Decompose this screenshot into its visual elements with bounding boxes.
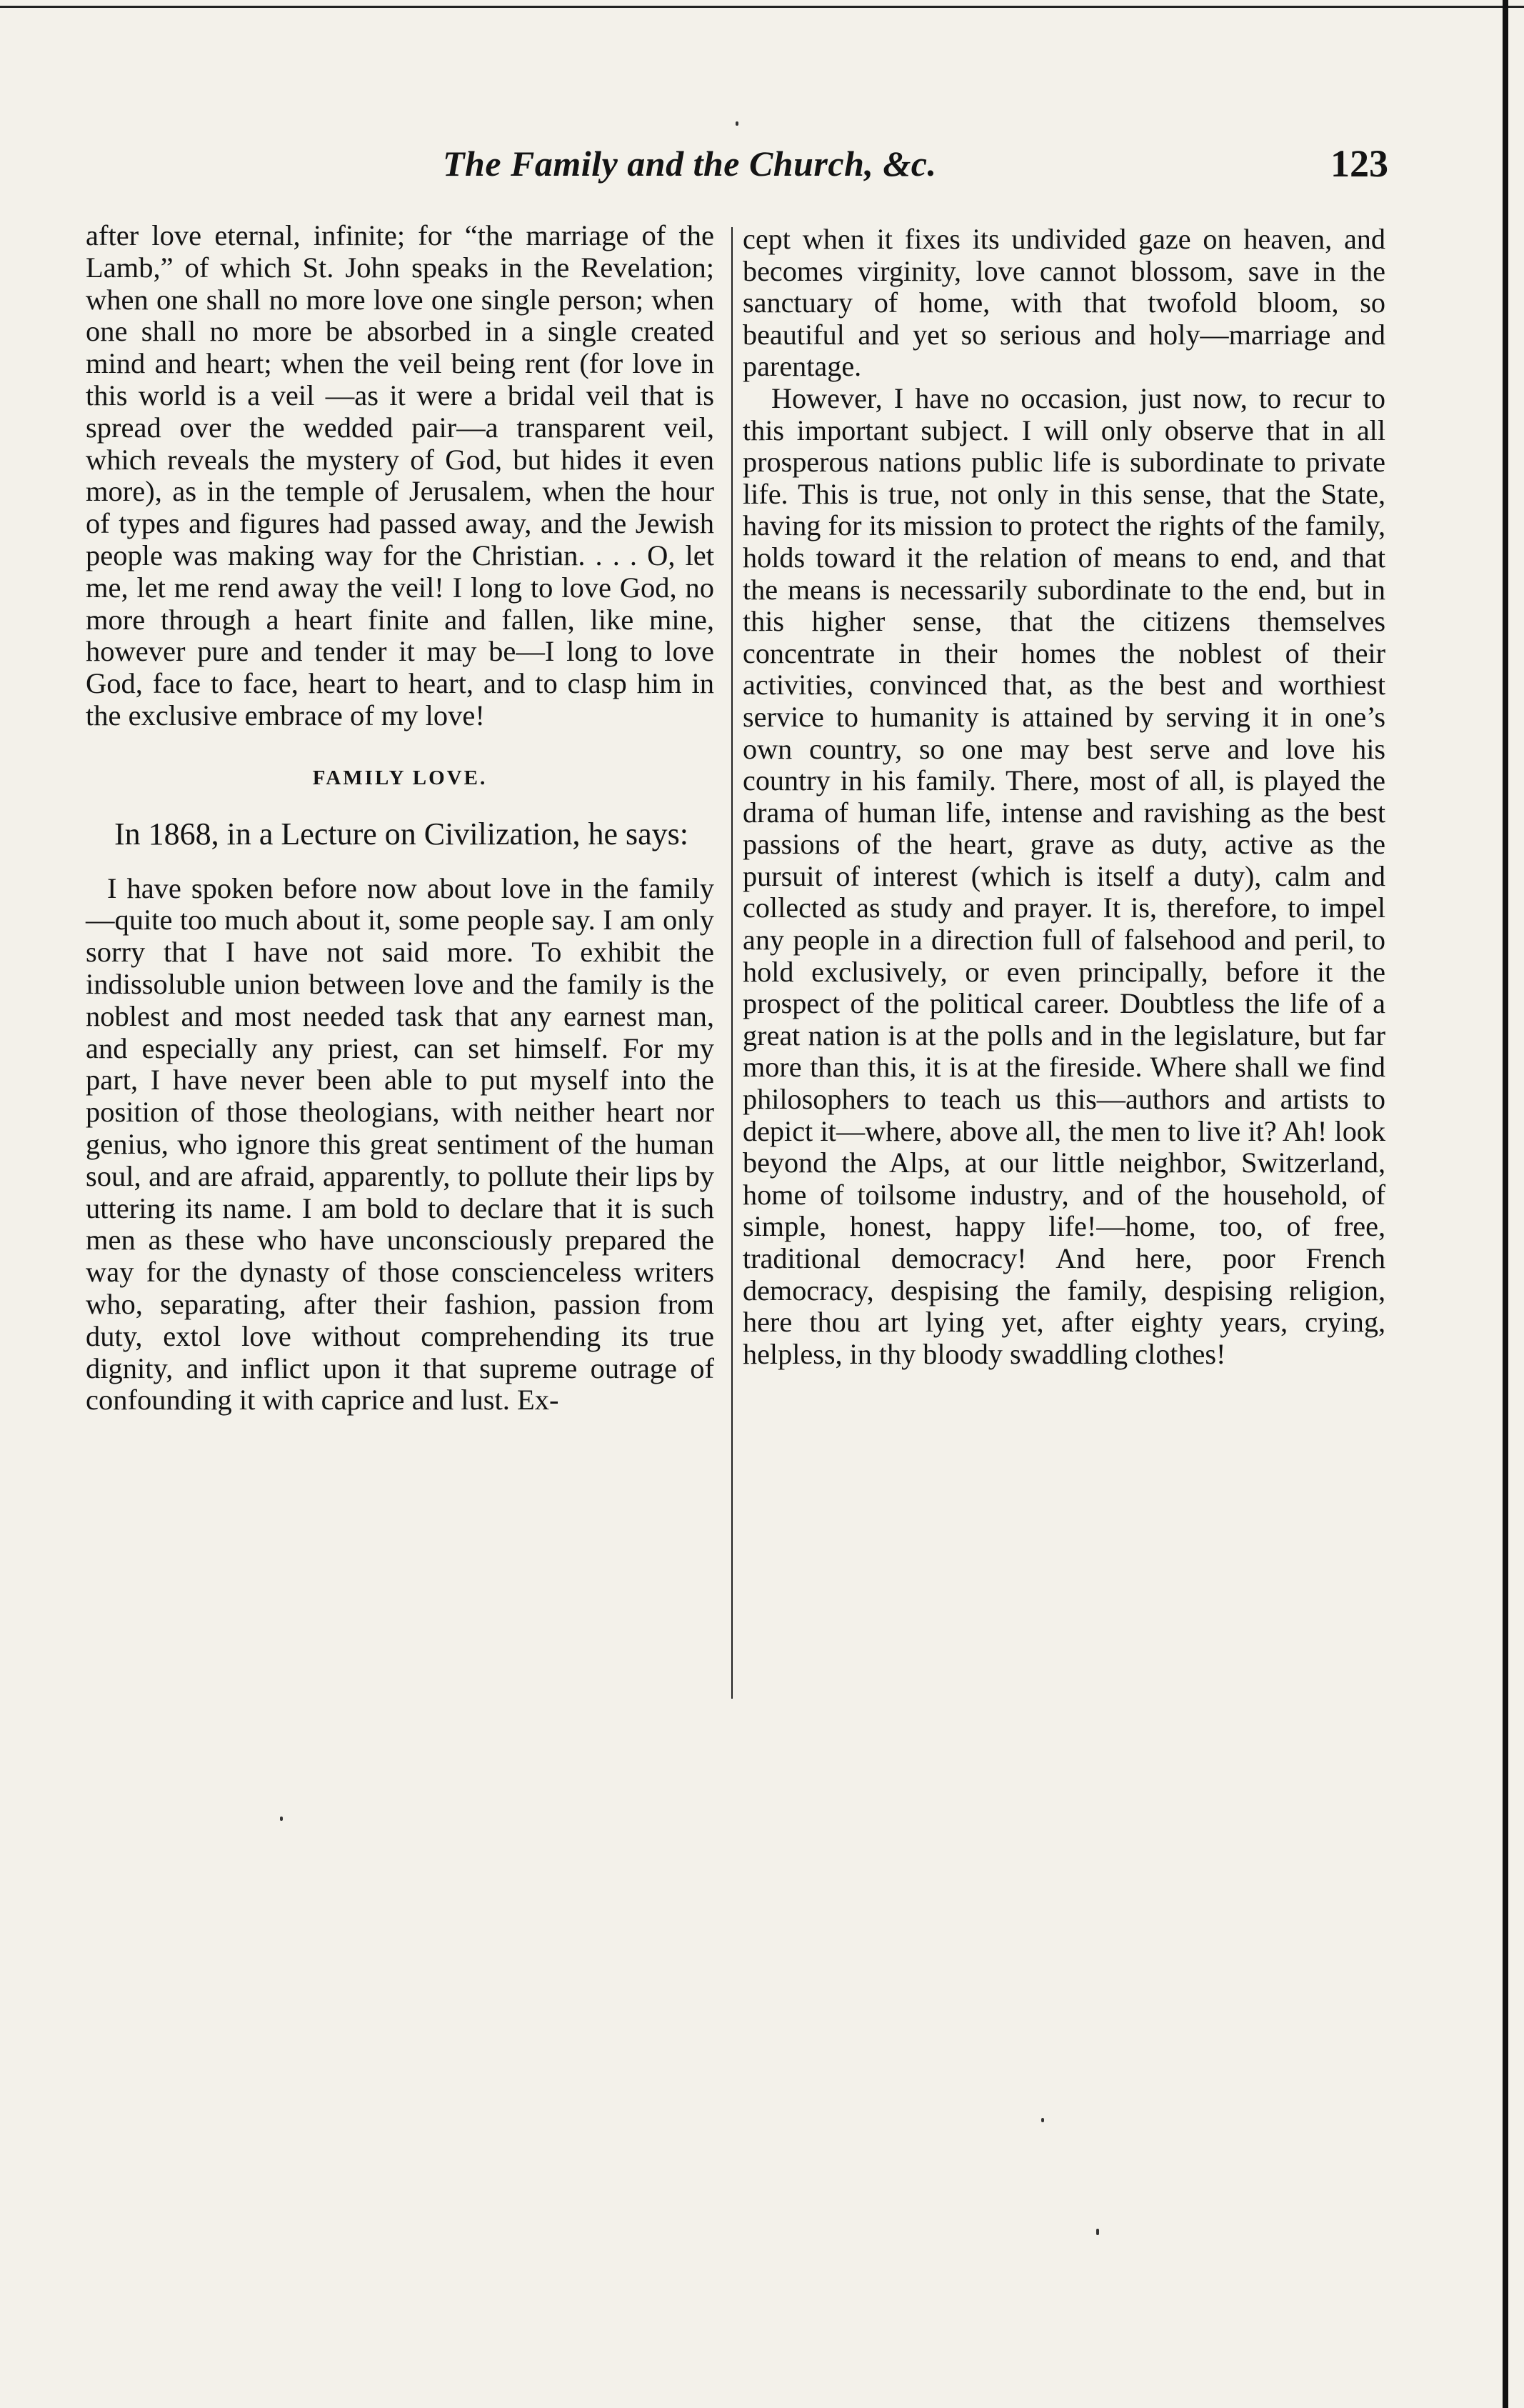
- scan-speck: [1041, 2118, 1044, 2122]
- scan-speck: [280, 1817, 283, 1821]
- running-title: The Family and the Church, &c.: [443, 144, 937, 184]
- scan-speck: [1096, 2229, 1099, 2235]
- opening-paragraph: after love eternal, infinite; for “the marriage of the Lamb,” of which St. John speaks in the Revelation; when one shall no more love one single person; when one shall no more be absorbed in a single created mind and heart; when the veil being rent (for love in this world is a veil —as it were a bridal veil that is spread over the wedded pair—a transparent veil, which reveals the mystery of God, but hides it even more), as in the temple of Jerusalem, when the hour of types and figures had passed away, and the Jewish people was making way for the Christian. . . . O, let me, let me rend away the veil! I long to love God, no more through a heart finite and fallen, like mine, however pure and tender it may be—I long to love God, face to face, heart to heart, and to clasp him in the exclusive embrace of my love!: [86, 219, 714, 731]
- section-heading: FAMILY LOVE.: [312, 766, 488, 789]
- scan-edge-shadow: [1503, 0, 1508, 2408]
- left-column: [86, 220, 714, 1417]
- continuation-paragraph: cept when it fixes its undivided gaze on heaven, and becomes virginity, love cannot blossom, save in the sanctuary of home, with that twofold bloom, so beautiful and yet so serious and holy—marriage and parentage.: [743, 223, 1385, 383]
- main-paragraph: However, I have no occasion, just now, to recur to this important subject. I will only observe that in all prosperous nations public life is subordinate to private life. This is true, not only in this sense, that the State, having for its mission to protect the rights of the family, holds toward it the relation of means to end, and that the means is necessarily subordinate to the end, but in this higher sense, that the citizens themselves concentrate in their homes the noblest of their activities, convinced that, as the best and worthiest service to humanity is attained by serving it in one’s own country, so one may best serve and love his country in his family. There, most of all, is played the drama of human life, intense and ravishing as the best passions of the heart, grave as duty, active as the pursuit of interest (which is itself a duty), calm and collected as study and prayer. It is, therefore, to impel any people in a direction full of falsehood and peril, to hold exclusively, or even principally, before it the prospect of the political career. Doubtless the life of a great nation is at the polls and in the legislature, but far more than this, it is at the fireside. Where shall we find philosophers to teach us this—authors and artists to depict it—where, above all, the men to live it? Ah! look beyond the Alps, at our little neighbor, Switzerland, home of toilsome industry, and of the household, of simple, honest, happy life!—home, too, of free, traditional democracy! And here, poor French democracy, despising the family, despising religion, here thou art lying yet, after eighty years, crying, helpless, in thy bloody swaddling clothes!: [743, 381, 1385, 1370]
- lecture-intro: In 1868, in a Lecture on Civilization, he says:: [114, 816, 689, 851]
- right-column: [743, 224, 1385, 1370]
- top-edge-rule: [0, 6, 1524, 8]
- page-number: 123: [1330, 142, 1388, 185]
- scan-speck: [736, 121, 738, 126]
- lecture-quote: I have spoken before now about love in the family—quite too much about it, some people say. I am only sorry that I have not said more. To exhibit the indissoluble union between love and the family is the noblest and most needed task that any earnest man, and especially any priest, can set himself. For my part, I have never been able to put myself into the position of those theologians, with neither heart nor genius, who ignore this great sentiment of the human soul, and are afraid, apparently, to pollute their lips by uttering its name. I am bold to declare that it is such men as these who have unconsciously prepared the way for the dynasty of those conscienceless writers who, separating, after their fashion, passion from duty, extol love without comprehending its true dignity, and inflict upon it that supreme outrage of confounding it with caprice and lust. Ex-: [86, 871, 714, 1417]
- column-divider: [731, 227, 733, 1699]
